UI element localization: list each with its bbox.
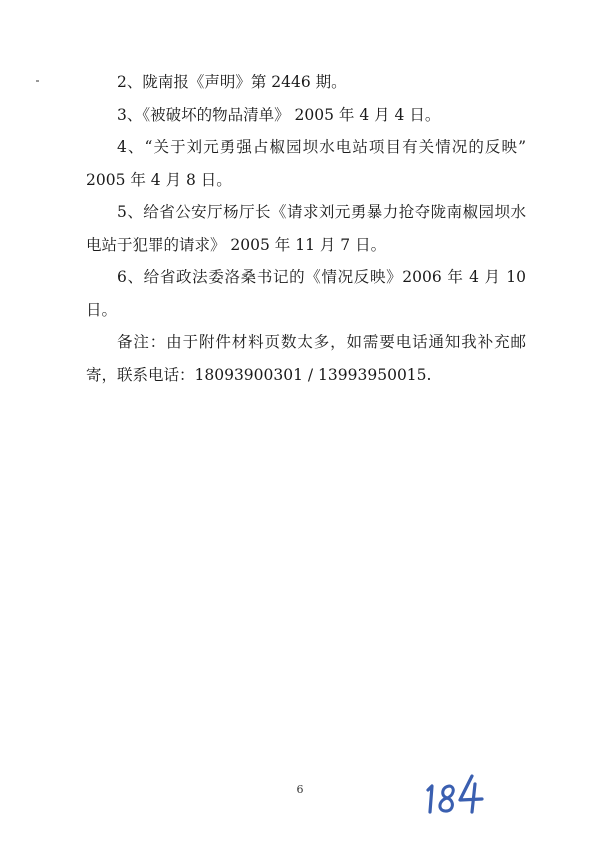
attachment-item-2: 2、陇南报《声明》第 2446 期。 (117, 73, 347, 91)
handwritten-page-number (420, 768, 490, 818)
scan-mark (36, 80, 39, 82)
attachment-item-5: 5、给省公安厅杨厅长《请求刘元勇暴力抢夺陇南椒园坝水电站于犯罪的请求》 2005 年 11 月 7 日。 (86, 203, 526, 254)
attachment-item-4: 4、“关于刘元勇强占椒园坝水电站项目有关情况的反映” 2005 年 4 月 8 日。 (86, 138, 526, 189)
remark-paragraph: 备注：由于附件材料页数太多，如需要电话通知我补充邮寄，联系电话：18093900301 / 13993950015. (86, 333, 526, 384)
attachment-item-3: 3、《被破坏的物品清单》 2005 年 4 月 4 日。 (117, 105, 441, 124)
attachment-item-6: 6、给省政法委洛桑书记的《情况反映》2006 年 4 月 10 日。 (86, 268, 526, 319)
document-body (86, 66, 526, 391)
page-number: 6 (296, 783, 304, 796)
